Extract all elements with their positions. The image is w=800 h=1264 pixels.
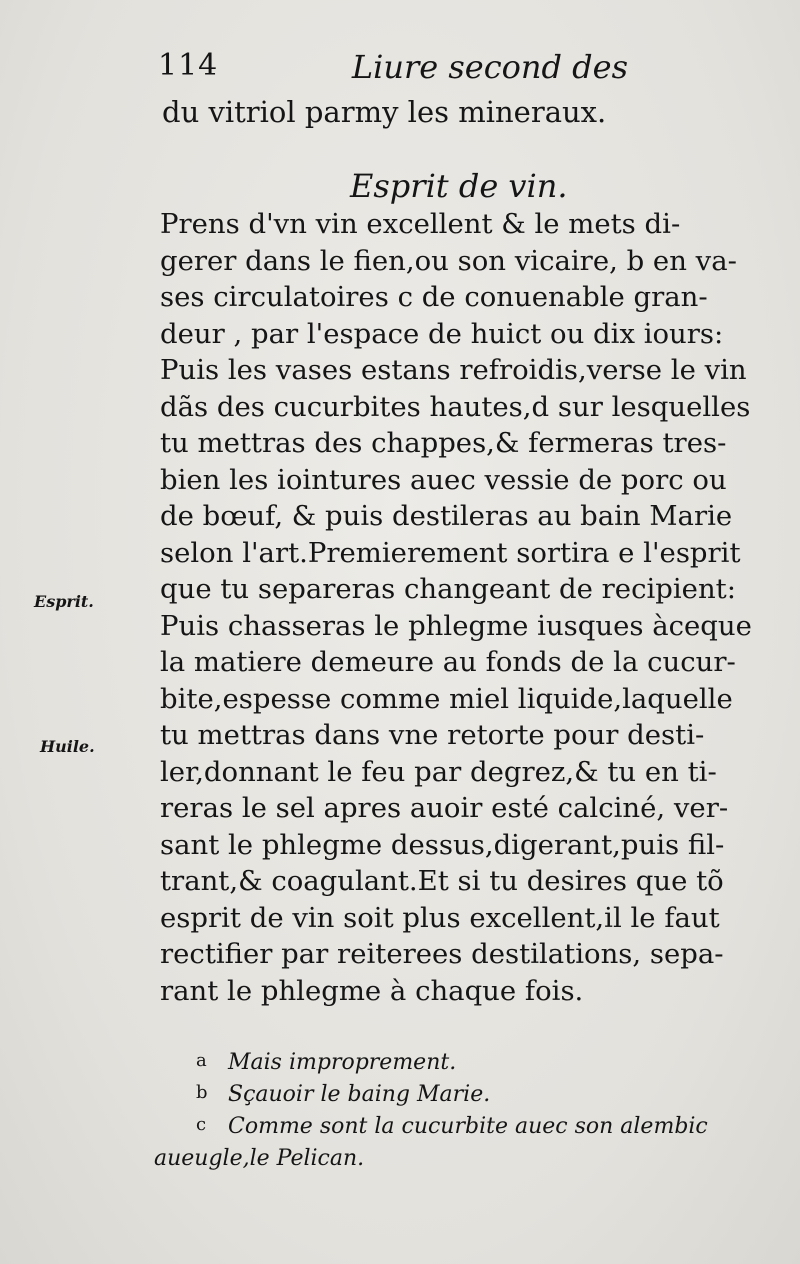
body-line: bite,espesse comme miel liquide,laquelle <box>160 682 733 715</box>
running-head: Liure second des <box>351 48 628 86</box>
body-line: sant le phlegme dessus,digerant,puis fil- <box>160 828 725 861</box>
footnote-c <box>196 1114 766 1146</box>
body-line: ses circulatoires c de conuenable gran- <box>160 281 708 313</box>
body-line: rant le phlegme à chaque fois. <box>160 974 584 1007</box>
body-line: tu mettras dans vne retorte pour desti- <box>160 719 705 751</box>
body-line: rectifier par reiterees destilations, sepa- <box>160 938 724 970</box>
body-line: trant,& coagulant.Et si tu desires que tõ <box>160 865 724 897</box>
footnote-b <box>196 1082 766 1114</box>
body-line: que tu separeras changeant de recipient: <box>160 573 736 605</box>
margin-note-esprit: Esprit. <box>34 592 94 611</box>
footnote-text: Comme sont la cucurbite auec son alembic <box>228 1114 708 1139</box>
body-line: tu mettras des chappes,& fermeras tres- <box>160 427 727 459</box>
body-line: selon l'art.Premierement sortira e l'esprit <box>160 536 741 569</box>
body-line: Prens d'vn vin excellent & le mets di- <box>160 208 681 240</box>
footnote-continuation <box>154 1146 766 1178</box>
body-line: reras le sel apres auoir esté calciné, ver- <box>160 792 729 824</box>
continued-line: du vitriol parmy les mineraux. <box>162 95 607 129</box>
footnote-letter: c <box>196 1114 207 1135</box>
body-line: la matiere demeure au fonds de la cucur- <box>160 646 736 678</box>
body-line: gerer dans le fien,ou son vicaire, b en va- <box>160 244 737 277</box>
page-number: 114 <box>158 48 219 83</box>
section-title: Esprit de vin. <box>350 167 568 205</box>
body-line: ler,donnant le feu par degrez,& tu en ti- <box>160 755 717 788</box>
footnote-a <box>196 1050 766 1082</box>
body-line: Puis chasseras le phlegme iusques àceque <box>160 609 752 642</box>
body-line: Puis les vases estans refroidis,verse le vin <box>160 354 747 386</box>
page-header <box>158 48 628 92</box>
footnote-text: Sçauoir le baing Marie. <box>228 1082 491 1107</box>
footnote-letter: a <box>196 1050 207 1071</box>
footnote-text: Mais improprement. <box>228 1050 457 1075</box>
body-line: esprit de vin soit plus excellent,il le faut <box>160 901 720 934</box>
body-line: dãs des cucurbites hautes,d sur lesquelles <box>160 390 751 423</box>
footnote-letter: b <box>196 1082 208 1103</box>
body-line: deur , par l'espace de huict ou dix iours: <box>160 317 724 350</box>
footnote-continuation-text: aueugle,le Pelican. <box>154 1146 365 1171</box>
body-line: de bœuf, & puis destileras au bain Marie <box>160 500 733 532</box>
margin-note-huile: Huile. <box>40 737 95 756</box>
body-line: bien les iointures auec vessie de porc ou <box>160 463 727 496</box>
body-text <box>160 206 758 1009</box>
footnotes <box>154 1050 766 1178</box>
